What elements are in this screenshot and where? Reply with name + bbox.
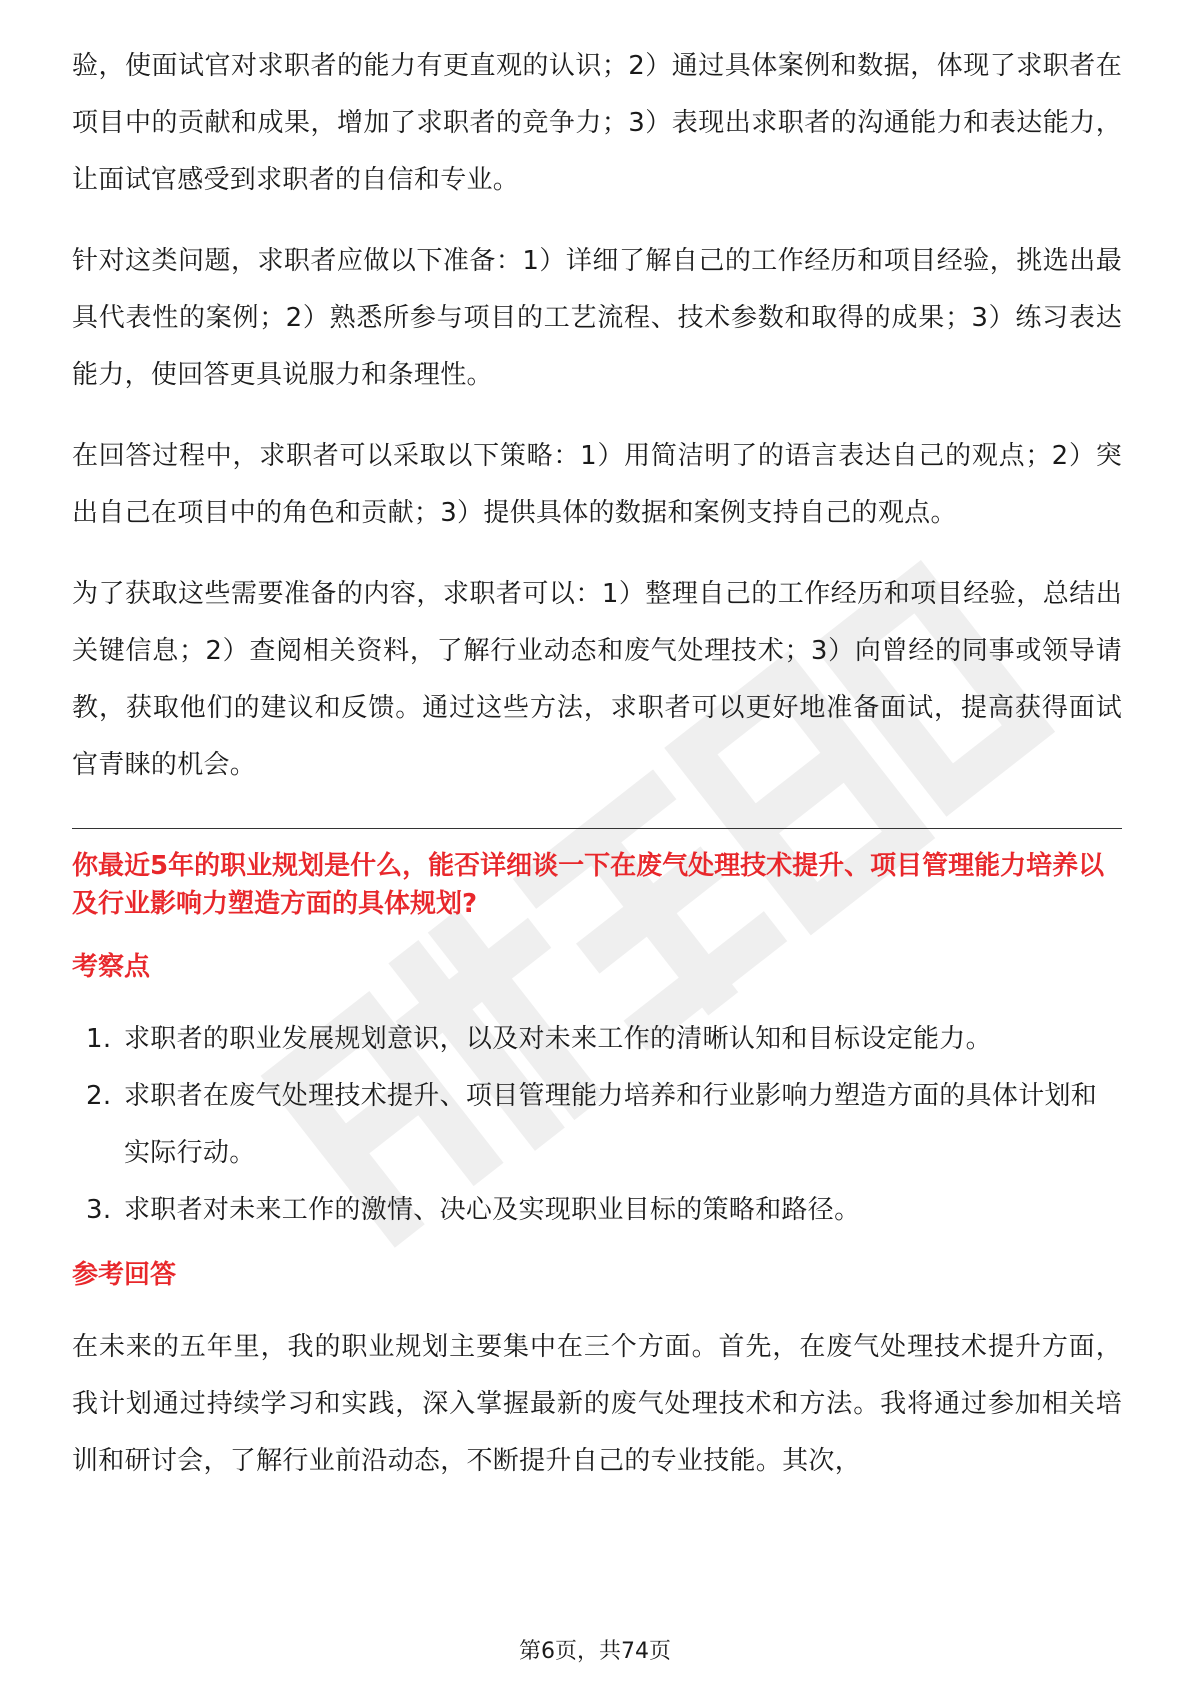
paragraph-strategy: 在回答过程中，求职者可以采取以下策略：1）用简洁明了的语言表达自己的观点；2）突出自己在项目中的角色和贡献；3）提供具体的数据和案例支持自己的观点。 — [72, 441, 1122, 528]
section-title-answer: 参考回答 — [72, 1260, 177, 1290]
list-item — [72, 1182, 1122, 1239]
list-item-number: 2. — [86, 1081, 112, 1111]
section-title-examine: 考察点 — [72, 952, 151, 982]
list-item-text: 求职者的职业发展规划意识，以及对未来工作的清晰认知和目标设定能力。 — [124, 1024, 992, 1054]
page-footer: 第6页，共74页 — [519, 1639, 671, 1664]
list-item-number: 3. — [86, 1195, 112, 1225]
paragraph-resources: 为了获取这些需要准备的内容，求职者可以：1）整理自己的工作经历和项目经验，总结出关键信息；2）查阅相关资料，了解行业动态和废气处理技术；3）向曾经的同事或领导请教，获取他们的建议和反馈。通过这些方法，求职者可以更好地准备面试，提高获得面试官青睐的机会。 — [72, 579, 1122, 780]
paragraph-explanation: 验，使面试官对求职者的能力有更直观的认识；2）通过具体案例和数据，体现了求职者在项目中的贡献和成果，增加了求职者的竞争力；3）表现出求职者的沟通能力和表达能力，让面试官感受到求职者的自信和专业。 — [72, 51, 1122, 195]
document-content — [72, 38, 1122, 1514]
paragraph-preparation: 针对这类问题，求职者应做以下准备：1）详细了解自己的工作经历和项目经验，挑选出最具代表性的案例；2）熟悉所参与项目的工艺流程、技术参数和取得的成果；3）练习表达能力，使回答更具说服力和条理性。 — [72, 246, 1122, 390]
list-item — [72, 1011, 1122, 1068]
paragraph-reference-answer: 在未来的五年里，我的职业规划主要集中在三个方面。首先，在废气处理技术提升方面，我计划通过持续学习和实践，深入掌握最新的废气处理技术和方法。我将通过参加相关培训和研讨会，了解行业前沿动态，不断提升自己的专业技能。其次， — [72, 1332, 1122, 1476]
list-item-number: 1. — [86, 1024, 112, 1054]
list-item-text: 求职者对未来工作的激情、决心及实现职业目标的策略和路径。 — [124, 1195, 861, 1225]
list-item — [72, 1068, 1122, 1182]
examine-points-list — [72, 1011, 1122, 1239]
interview-question: 你最近5年的职业规划是什么，能否详细谈一下在废气处理技术提升、项目管理能力培养以及行业影响力塑造方面的具体规划? — [72, 851, 1105, 919]
section-divider — [72, 828, 1122, 829]
list-item-text: 求职者在废气处理技术提升、项目管理能力培养和行业影响力塑造方面的具体计划和实际行动。 — [124, 1081, 1098, 1168]
